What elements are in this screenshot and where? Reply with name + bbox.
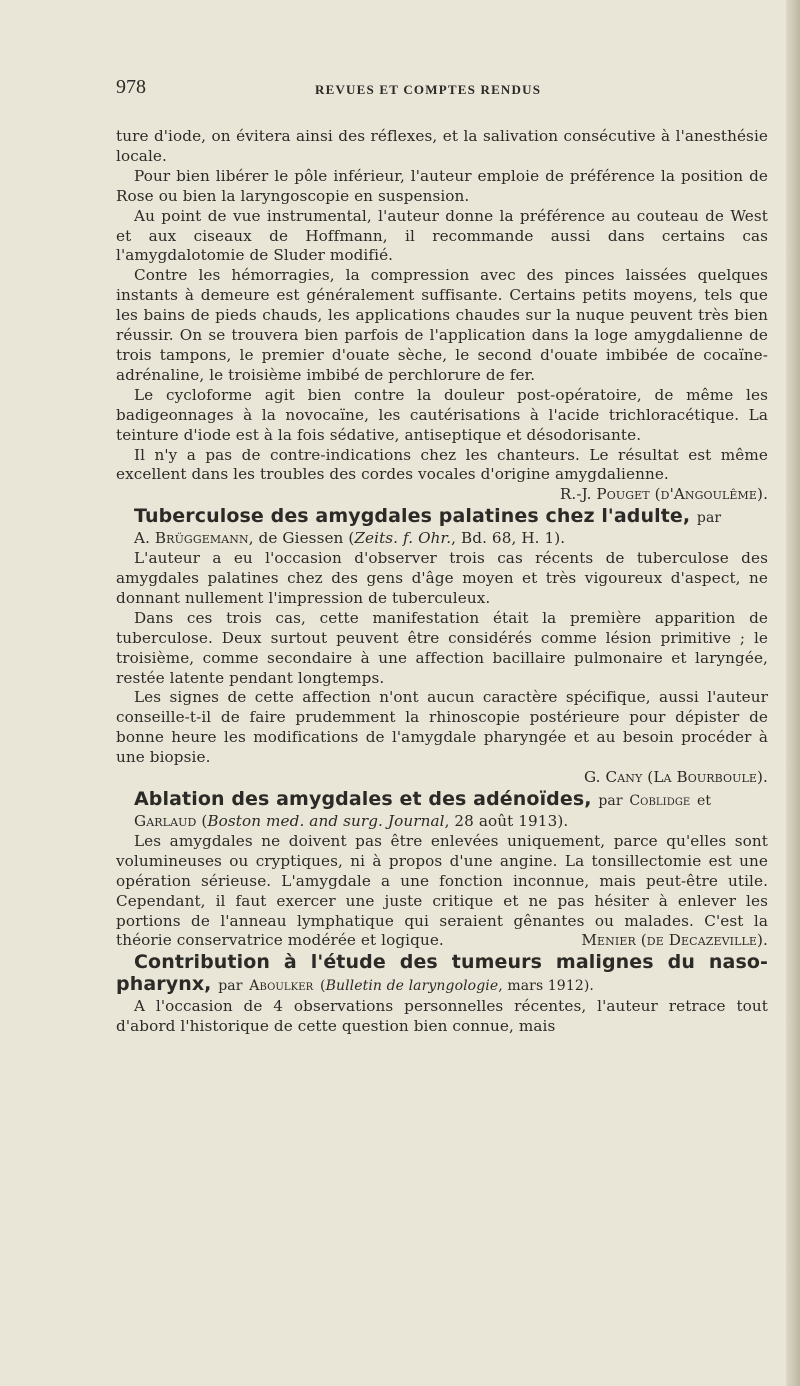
page-number: 978 bbox=[116, 76, 146, 98]
signature: R.-J. Pouget (d'Angoulême). bbox=[559, 485, 768, 504]
by-word: par bbox=[696, 510, 722, 527]
paragraph-text: Il n'y a pas de contre-indications chez les chanteurs. Le résultat est même excellent dans les troubles des cordes vocales d'origine amygdalienne. bbox=[116, 445, 768, 484]
header-title: REVUES ET COMPTES RENDUS bbox=[315, 82, 542, 97]
paragraph: Le cycloforme agit bien contre la douleur post-opératoire, de même les badigeonnages à la novocaïne, les cautérisations à l'acide trichloracétique. La teinture d'iode est à la fois sédative, antiseptique et désodorisante. bbox=[116, 385, 768, 444]
journal-name: Boston med. and surg. Journal bbox=[207, 812, 445, 830]
by-word: par bbox=[598, 793, 623, 809]
paragraph: Pour bien libérer le pôle inférieur, l'auteur emploie de préférence la position de Rose ou bien la laryngoscopie en suspension. bbox=[116, 166, 768, 205]
paragraph-with-signature bbox=[116, 445, 768, 504]
paragraph-with-signature bbox=[116, 832, 768, 951]
signature: G. Cany (La Bourboule). bbox=[583, 768, 768, 787]
section-heading: Contribution à l'étude des tumeurs malignes du naso-pharynx, par Aboulker (Bulletin de laryngologie, mars 1912). bbox=[116, 951, 768, 996]
paragraph: A l'occasion de 4 observations personnelles récentes, l'auteur retrace tout d'abord l'historique de cette question bien connue, mais bbox=[116, 997, 768, 1036]
journal-name: Zeits. f. Ohr. bbox=[354, 529, 452, 548]
journal-name: Bulletin de laryngologie bbox=[325, 978, 499, 995]
article-title: Ablation des amygdales et des adénoïdes, bbox=[134, 788, 592, 810]
article-reference: Garlaud (Boston med. and surg. Journal, 28 août 1913). bbox=[134, 812, 569, 830]
paragraph: Dans ces trois cas, cette manifestation était la première apparition de tuberculose. Deux surtout peuvent être considérés comme lésion primitive ; le troisième, comme secondaire à une affection bacillaire pulmonaire et laryngée, restée latente pendant longtemps. bbox=[116, 608, 768, 687]
document-page bbox=[116, 76, 768, 1037]
section-heading: Ablation des amygdales et des adénoïdes, par Coblidge et bbox=[134, 788, 712, 810]
section-heading bbox=[116, 505, 768, 529]
signature: Menier (de Decazeville). bbox=[581, 931, 768, 950]
article-title: Tuberculose des amygdales palatines chez l'adulte, bbox=[134, 505, 691, 528]
paragraph: Les signes de cette affection n'ont aucun caractère spécifique, aussi l'auteur conseille-t-il de faire prudemment la rhinoscopie postérieure pour dépister de bonne heure les modifications de l'amygdale pharyngée et au besoin procéder à une biopsie. bbox=[116, 688, 768, 767]
author-name: Aboulker bbox=[249, 978, 314, 995]
body-text bbox=[116, 127, 768, 1037]
author-name: A. Brüggemann bbox=[134, 529, 249, 548]
paragraph: Au point de vue instrumental, l'auteur donne la préférence au couteau de West et aux ciseaux de Hoffmann, il recommande aussi dans certains cas l'amygdalotomie de Sluder modifié. bbox=[116, 206, 768, 265]
author-name: Coblidge bbox=[629, 793, 691, 809]
paragraph: L'auteur a eu l'occasion d'observer trois cas récents de tuberculose des amygdales palatines chez des gens d'âge moyen et très vigoureux d'aspect, ne donnant nullement l'impression de tuberculeux. bbox=[116, 549, 768, 607]
paragraph: ture d'iode, on évitera ainsi des réflexes, et la salivation consécutive à l'anesthésie locale. bbox=[116, 127, 768, 165]
paragraph: Contre les hémorragies, la compression avec des pinces laissées quelques instants à demeure est généralement suffisante. Certains petits moyens, tels que les bains de pieds chauds, les applications chaudes sur la nuque peuvent très bien réussir. On se trouvera bien parfois de l'application dans la loge amygdalienne de trois tampons, le premier d'ouate sèche, le second d'ouate imbibée de cocaïne-adrénaline, le troisième imbibé de perchlorure de fer. bbox=[116, 266, 768, 384]
article-reference: A. Brüggemann, de Giessen (Zeits. f. Ohr., Bd. 68, H. 1). bbox=[134, 529, 566, 548]
paragraph-text: Les amygdales ne doivent pas être enlevées uniquement, parce qu'elles sont volumineuses ou cryptiques, ni à propos d'une angine. La tonsillectomie est une opération sérieuse. L'amygdale a une fonction inconnue, mais peut-être utile. Cependant, il faut exercer une juste critique et ne pas hésiter à enlever les portions de l'anneau lymphatique qui seraient gênantes ou malades. C'est la théorie conservatrice modérée et logique. bbox=[116, 831, 768, 950]
author-name: Garlaud bbox=[134, 812, 197, 830]
article-title: Contribution à l'étude des tumeurs malignes du naso-pharynx, bbox=[116, 951, 768, 996]
page-edge-shadow bbox=[786, 0, 800, 1386]
by-word: par bbox=[218, 978, 243, 995]
running-head bbox=[116, 76, 768, 106]
